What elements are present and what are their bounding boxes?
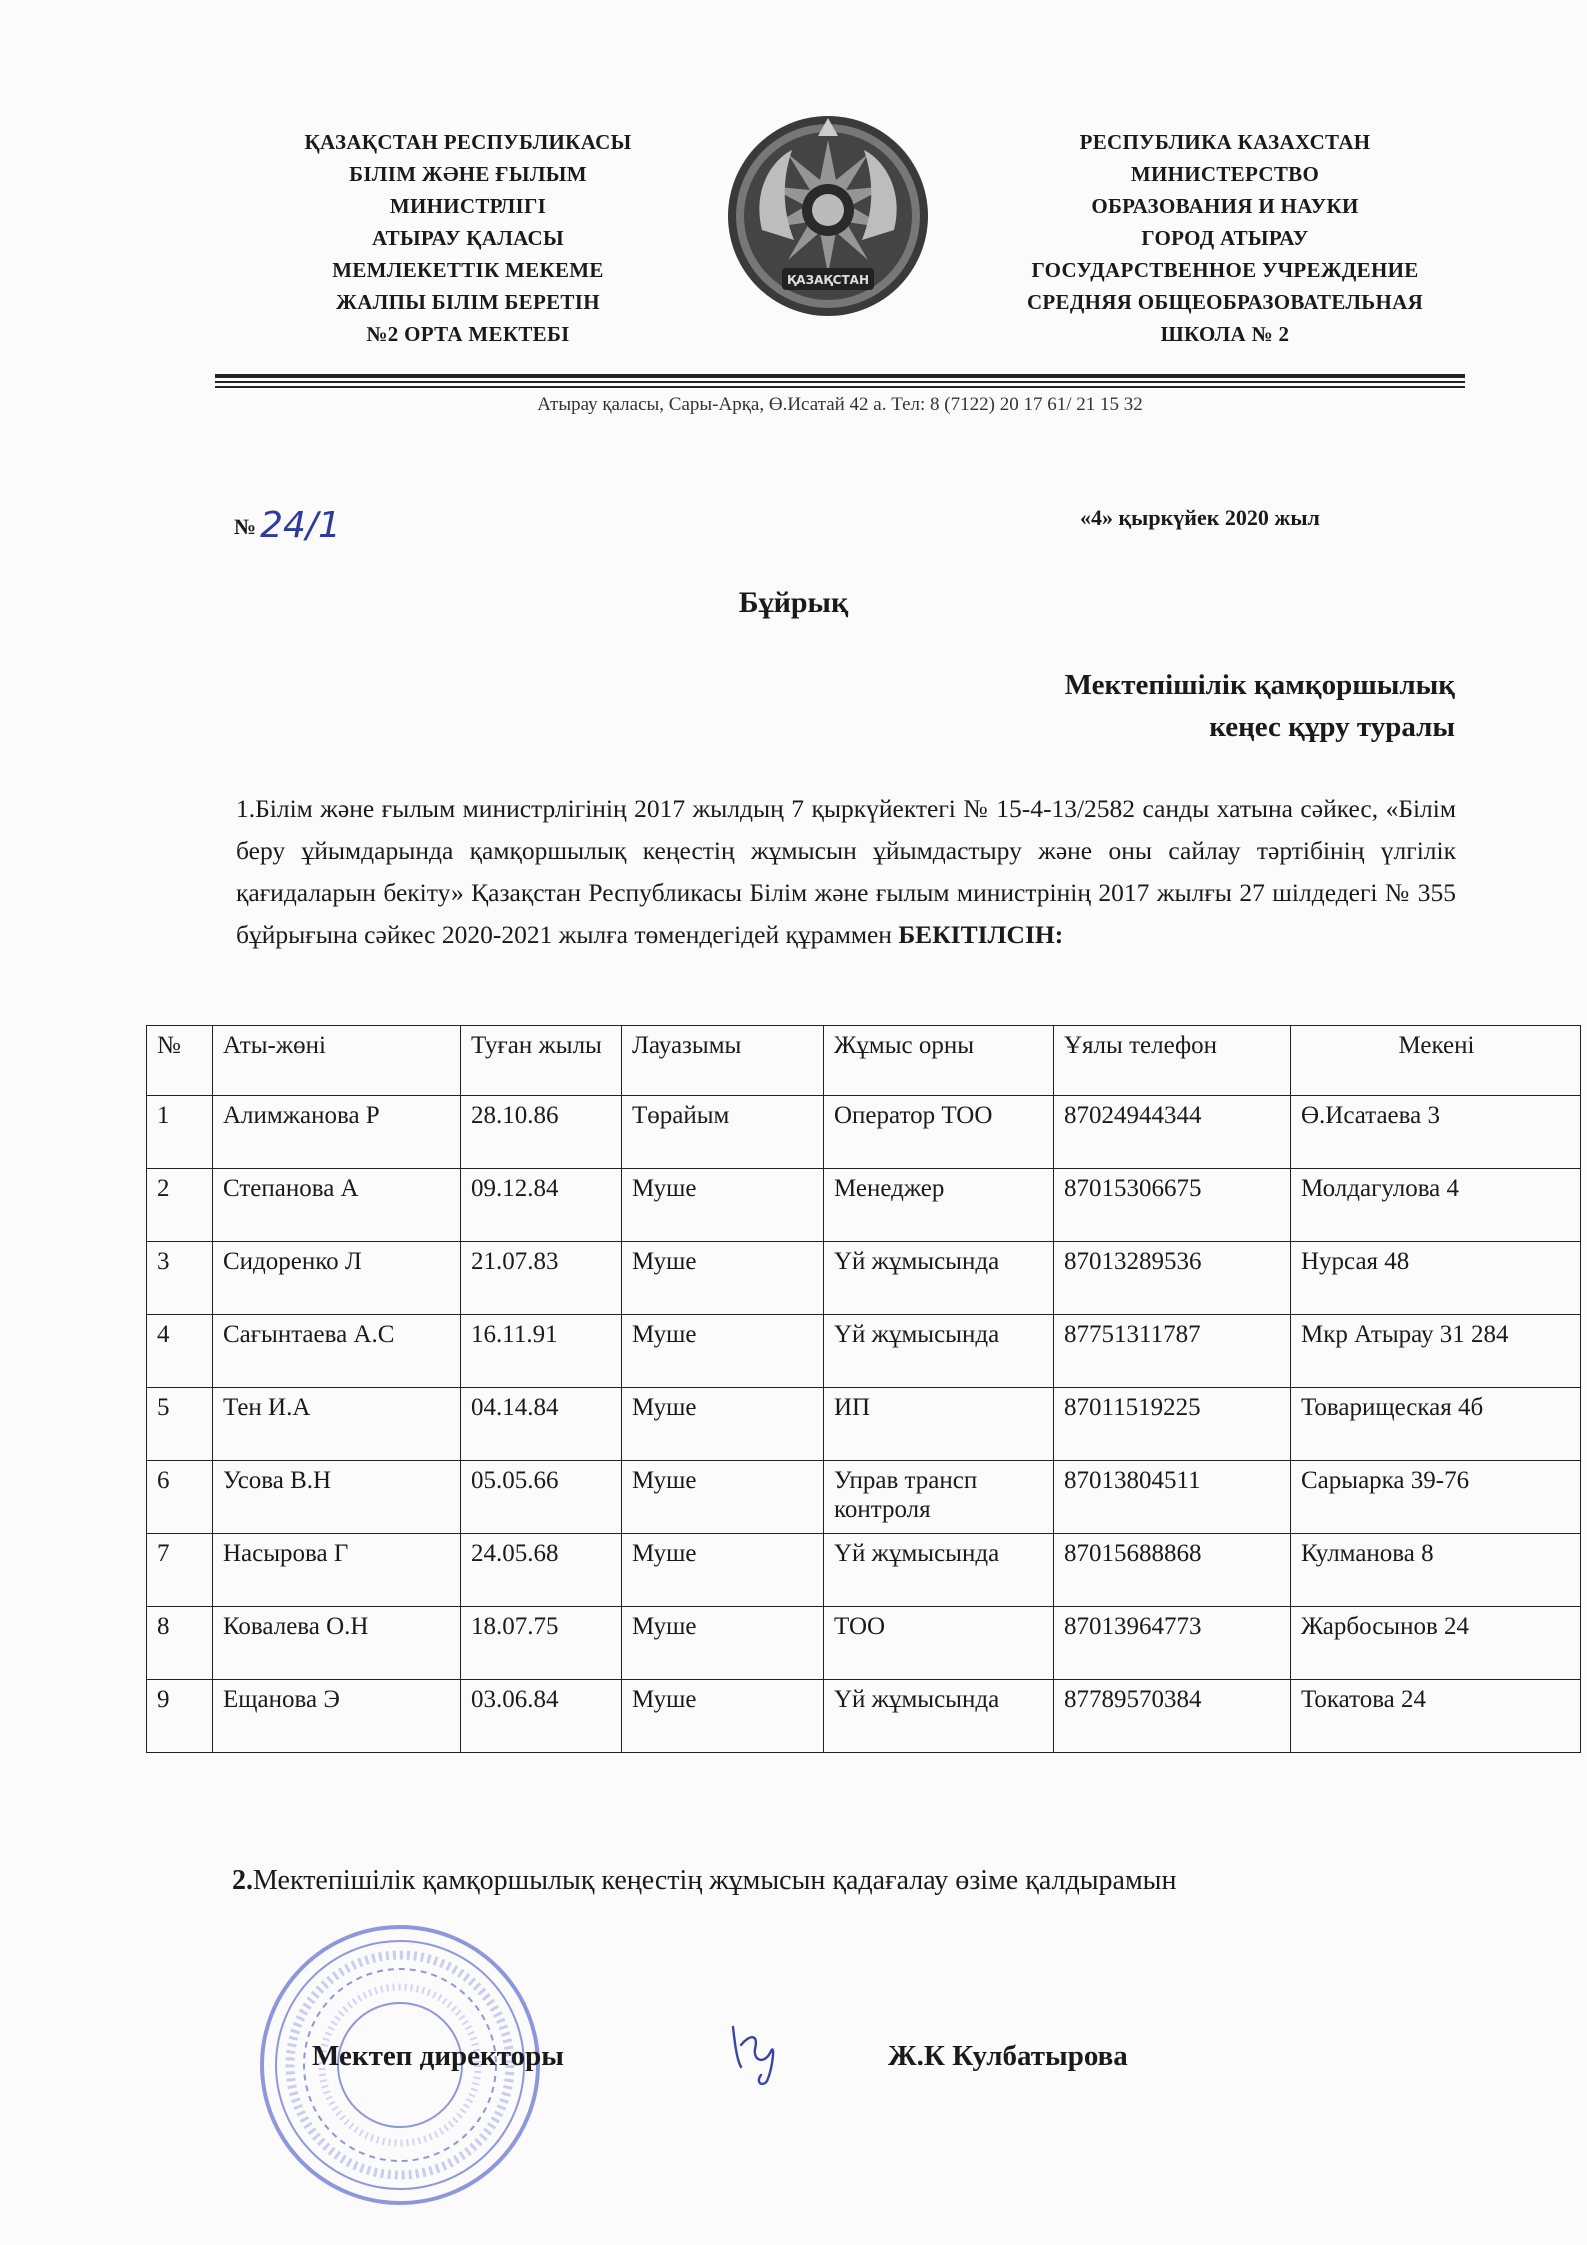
table-cell: 87013964773	[1054, 1607, 1291, 1680]
header-divider	[215, 374, 1465, 378]
table-cell: Муше	[622, 1315, 824, 1388]
table-cell: 04.14.84	[461, 1388, 622, 1461]
header-right-line: ГОРОД АТЫРАУ	[1141, 226, 1309, 250]
state-emblem-icon	[722, 110, 934, 322]
table-cell: 2	[147, 1169, 213, 1242]
table-cell: Муше	[622, 1680, 824, 1753]
table-cell: Сидоренко Л	[213, 1242, 461, 1315]
table-cell: 21.07.83	[461, 1242, 622, 1315]
table-cell: Ещанова Э	[213, 1680, 461, 1753]
table-row	[147, 1096, 1581, 1169]
header-right-line: СРЕДНЯЯ ОБЩЕОБРАЗОВАТЕЛЬНАЯ	[1026, 290, 1424, 314]
table-cell: Сағынтаева А.С	[213, 1315, 461, 1388]
table-cell: 87015306675	[1054, 1169, 1291, 1242]
table-cell: 8	[147, 1607, 213, 1680]
column-header: Аты-жөні	[213, 1026, 461, 1096]
table-cell: 1	[147, 1096, 213, 1169]
document-title: Бұйрық	[738, 586, 849, 619]
table-cell: 5	[147, 1388, 213, 1461]
table-cell: Муше	[622, 1388, 824, 1461]
table-cell: Оператор ТОО	[824, 1096, 1054, 1169]
header-left-line: МИНИСТРЛІГІ	[389, 194, 547, 218]
council-members-table	[146, 1025, 1581, 1753]
table-cell: 87751311787	[1054, 1315, 1291, 1388]
table-row	[147, 1607, 1581, 1680]
table-cell: Управ трансп контроля	[824, 1461, 1054, 1534]
table-cell: Муше	[622, 1169, 824, 1242]
table-cell: Мкр Атырау 31 284	[1291, 1315, 1581, 1388]
table-cell: Муше	[622, 1461, 824, 1534]
table-cell: Үй жұмысында	[824, 1534, 1054, 1607]
school-address: Атырау қаласы, Сары-Арқа, Ө.Исатай 42 а. Тел: 8 (7122) 20 17 61/ 21 15 32	[537, 394, 1143, 415]
header-left-line: ЖАЛПЫ БІЛІМ БЕРЕТІН	[336, 290, 600, 314]
column-header: №	[147, 1026, 213, 1096]
table-cell: 87011519225	[1054, 1388, 1291, 1461]
table-cell: ИП	[824, 1388, 1054, 1461]
header-right-line: ШКОЛА № 2	[1160, 322, 1290, 346]
column-header: Мекені	[1291, 1026, 1581, 1096]
table-cell: 18.07.75	[461, 1607, 622, 1680]
order-subject	[1065, 664, 1455, 748]
table-row	[147, 1534, 1581, 1607]
table-cell: 05.05.66	[461, 1461, 622, 1534]
table-cell: Үй жұмысында	[824, 1242, 1054, 1315]
order-number	[234, 505, 341, 546]
table-cell: 87789570384	[1054, 1680, 1291, 1753]
table-cell: 9	[147, 1680, 213, 1753]
column-header: Ұялы телефон	[1054, 1026, 1291, 1096]
header-right-russian	[990, 126, 1460, 350]
header-right-line: МИНИСТЕРСТВО	[1130, 162, 1320, 186]
table-cell: Үй жұмысында	[824, 1680, 1054, 1753]
table-row	[147, 1680, 1581, 1753]
emblem-text: ҚАЗАҚСТАН	[786, 273, 870, 287]
table-cell: Алимжанова Р	[213, 1096, 461, 1169]
table-row	[147, 1388, 1581, 1461]
header-left-line: ҚАЗАҚСТАН РЕСПУБЛИКАСЫ	[304, 130, 632, 154]
clause-2-number: 2.	[232, 1865, 253, 1896]
signatory-name: Ж.К Кулбатырова	[888, 2040, 1128, 2072]
subject-line: Мектепішілік қамқоршылық	[1064, 669, 1455, 701]
header-left-line: АТЫРАУ ҚАЛАСЫ	[372, 226, 564, 250]
table-row	[147, 1315, 1581, 1388]
table-cell: Степанова А	[213, 1169, 461, 1242]
header-divider	[215, 381, 1465, 383]
table-cell: 09.12.84	[461, 1169, 622, 1242]
order-number-label: №	[234, 514, 257, 539]
clause-1-approved: БЕКІТІЛСІН:	[898, 920, 1064, 949]
header-left-line: МЕМЛЕКЕТТІК МЕКЕМЕ	[332, 258, 604, 282]
table-cell: Сарыарка 39-76	[1291, 1461, 1581, 1534]
table-cell: Үй жұмысында	[824, 1315, 1054, 1388]
clause-2	[232, 1865, 1176, 1897]
table-cell: Молдагулова 4	[1291, 1169, 1581, 1242]
clause-2-text: Мектепішілік қамқоршылық кеңестің жұмысын қадағалау өзіме қалдырамын	[253, 1865, 1177, 1896]
table-header-row	[147, 1026, 1581, 1096]
table-cell: 16.11.91	[461, 1315, 622, 1388]
header-left-line: БІЛІМ ЖӘНЕ ҒЫЛЫМ	[349, 162, 587, 186]
column-header: Туған жылы	[461, 1026, 622, 1096]
table-cell: Кулманова 8	[1291, 1534, 1581, 1607]
table-cell: Муше	[622, 1242, 824, 1315]
table-row	[147, 1169, 1581, 1242]
header-right-line: ОБРАЗОВАНИЯ И НАУКИ	[1091, 194, 1359, 218]
table-cell: Менеджер	[824, 1169, 1054, 1242]
table-cell: Токатова 24	[1291, 1680, 1581, 1753]
table-cell: Жарбосынов 24	[1291, 1607, 1581, 1680]
table-cell: Усова В.Н	[213, 1461, 461, 1534]
table-cell: 3	[147, 1242, 213, 1315]
table-cell: 28.10.86	[461, 1096, 622, 1169]
order-date: «4» қыркүйек 2020 жыл	[1080, 505, 1320, 530]
signatory-role: Мектеп директоры	[312, 2040, 564, 2072]
order-number-handwritten: 24/1	[260, 505, 341, 546]
table-cell: 87015688868	[1054, 1534, 1291, 1607]
table-cell: Товарищеская 4б	[1291, 1388, 1581, 1461]
column-header: Лауазымы	[622, 1026, 824, 1096]
table-cell: 87013289536	[1054, 1242, 1291, 1315]
table-cell: 03.06.84	[461, 1680, 622, 1753]
table-cell: Нурсая 48	[1291, 1242, 1581, 1315]
clause-1	[236, 788, 1456, 956]
header-left-line: №2 ОРТА МЕКТЕБІ	[366, 322, 570, 346]
table-row	[147, 1461, 1581, 1534]
table-cell: Ө.Исатаева 3	[1291, 1096, 1581, 1169]
table-row	[147, 1242, 1581, 1315]
table-cell: Муше	[622, 1607, 824, 1680]
table-cell: 4	[147, 1315, 213, 1388]
column-header: Жұмыс орны	[824, 1026, 1054, 1096]
header-divider	[215, 386, 1465, 388]
table-cell: Насырова Г	[213, 1534, 461, 1607]
table-cell: Тен И.А	[213, 1388, 461, 1461]
header-left-kazakh	[268, 126, 668, 350]
table-cell: Муше	[622, 1534, 824, 1607]
handwritten-signature-icon	[715, 2005, 795, 2085]
table-cell: 6	[147, 1461, 213, 1534]
table-cell: Төрайым	[622, 1096, 824, 1169]
table-cell: 24.05.68	[461, 1534, 622, 1607]
table-cell: 7	[147, 1534, 213, 1607]
subject-line: кеңес құру туралы	[1209, 711, 1455, 743]
table-cell: 87013804511	[1054, 1461, 1291, 1534]
clause-1-text: 1.Білім және ғылым министрлігінің 2017 жылдың 7 қыркүйектегі № 15-4-13/2582 санды хатына сәйкес, «Білім беру ұйымдарында қамқоршылық кеңестің жұмысын ұйымдастыру және оны сайлау тәртібінің үлгілік қағидаларын бекіту» Қазақстан Республикасы Білім және ғылым министрінің 2017 жылғы 27 шілдедегі № 355 бұйрығына сәйкес 2020-2021 жылға төмендегідей құраммен	[236, 794, 1456, 949]
table-cell: Ковалева О.Н	[213, 1607, 461, 1680]
table-cell: ТОО	[824, 1607, 1054, 1680]
header-right-line: РЕСПУБЛИКА КАЗАХСТАН	[1079, 130, 1371, 154]
header-right-line: ГОСУДАРСТВЕННОЕ УЧРЕЖДЕНИЕ	[1031, 258, 1419, 282]
table-cell: 87024944344	[1054, 1096, 1291, 1169]
